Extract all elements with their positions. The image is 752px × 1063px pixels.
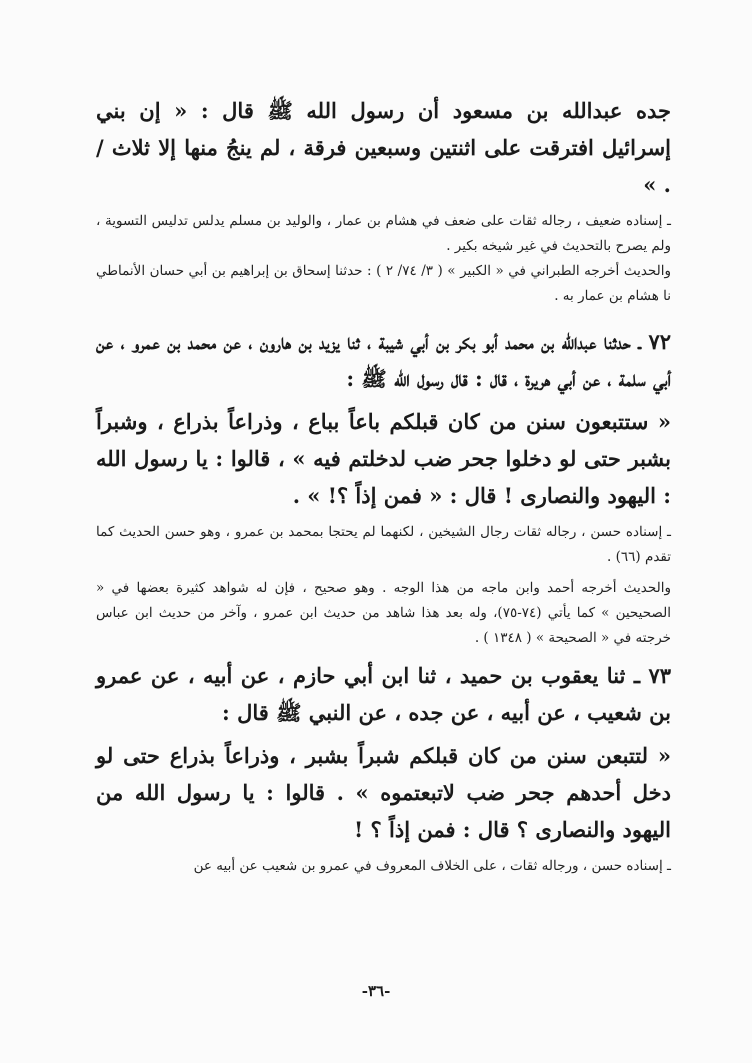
page-number: -٣٦- <box>361 982 391 1000</box>
note-71-isnad: ـ إسناده ضعيف ، رجاله ثقات على ضعف في هشام بن عمار ، والوليد بن مسلم يدلس تدليس التسوية ، ولم يصرح بالتحديث في غير شيخه بكير . <box>96 213 671 254</box>
note-71-takhrij: والحديث أخرجه الطبراني في « الكبير » ( ٣/ ٧٤/ ٢ ) : حدثنا إسحاق بن إبراهيم بن أبي حسان الأنماطي نا هشام بن عمار به . <box>96 263 672 304</box>
page-body <box>96 92 671 879</box>
hadith-72-isnad: ٧٢ ـ حدثنا عبدالله بن محمد أبو بكر بن أبي شيبة ، ثنا يزيد بن هارون ، عن محمد بن عمرو ، عن أبي سلمة ، عن أبي هريرة ، قال : قال رسول الله ﷺ : <box>96 329 671 391</box>
note-73-isnad: ـ إسناده حسن ، ورجاله ثقات ، على الخلاف المعروف في عمرو بن شعيب عن أبيه عن <box>193 858 671 874</box>
hadith-71-continuation: جده عبدالله بن مسعود أن رسول الله ﷺ قال : « إن بني إسرائيل افترقت على اثنتين وسبعين فرقة ، لم ينجُ منها إلا ثلاث / . » <box>96 98 671 197</box>
note-72-isnad: ـ إسناده حسن ، رجاله ثقات رجال الشيخين ، لكنهما لم يحتجا بمحمد بن عمرو ، وهو حسن الحديث كما تقدم (٦٦) . <box>96 524 671 565</box>
hadith-73-matn: « لتتبعن سنن من كان قبلكم شبراً بشبر ، وذراعاً بذراع حتى لو دخل أحدهم جحر ضب لاتبعتموه » . قالوا : يا رسول الله من اليهود والنصارى ؟ قال : فمن إذاً ؟ ! <box>96 743 671 842</box>
hadith-73-isnad: ٧٣ ـ ثنا يعقوب بن حميد ، ثنا ابن أبي حازم ، عن أبيه ، عن عمرو بن شعيب ، عن أبيه ، عن جده ، عن النبي ﷺ قال : <box>96 663 671 725</box>
hadith-72-matn: « ستتبعون سنن من كان قبلكم باعاً بباع ، وذراعاً بذراع ، وشبراً بشبر حتى لو دخلوا جحر ضب لدخلتم فيه » ، قالوا : يا رسول الله : اليهود والنصارى ! قال : « فمن إذاً ؟! » . <box>96 409 671 508</box>
note-72-takhrij: والحديث أخرجه أحمد وابن ماجه من هذا الوجه . وهو صحيح ، فإن له شواهد كثيرة بعضها في « الصحيحين » كما يأتي (٧٤-٧٥)، وله بعد هذا شاهد من حديث ابن عمرو ، وآخر من حديث ابن عباس خرجته في « الصحيحة » ( ١٣٤٨ ) . <box>96 580 671 646</box>
